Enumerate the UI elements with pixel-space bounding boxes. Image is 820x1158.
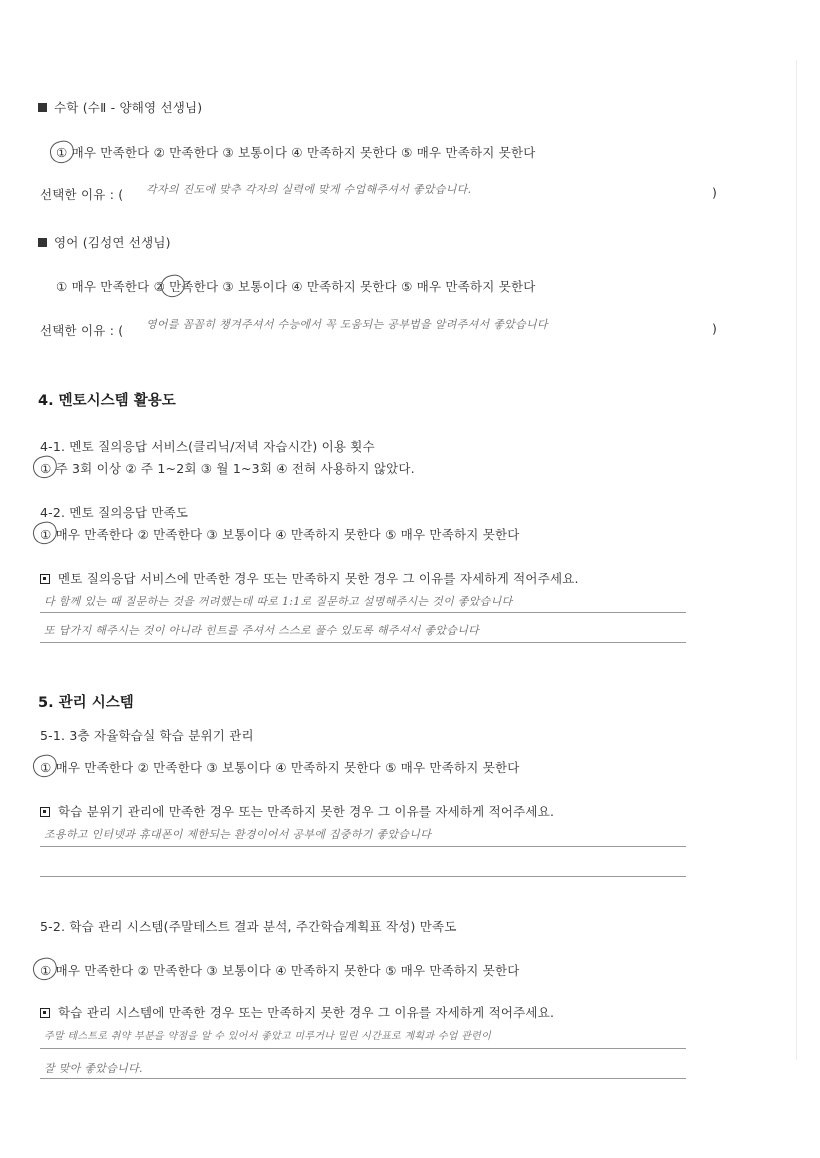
q5-1-prompt (40, 802, 554, 820)
answer-underline (40, 612, 686, 613)
checkbox-square-icon (40, 1008, 50, 1018)
english-reason-label: 선택한 이유 : ( (40, 323, 124, 338)
q4-2-answer-line-2: 또 답가지 해주시는 것이 아니라 힌트를 주셔서 스스로 풀수 있도록 해주셔서 좋았습니다 (44, 624, 480, 637)
q5-2-answer-line-2: 잘 맞아 좋았습니다. (44, 1062, 143, 1075)
q5-2-options: ① 매우 만족한다 ② 만족한다 ③ 보통이다 ④ 만족하지 못한다 ⑤ 매우 만족하지 못한다 (40, 963, 520, 978)
math-reason-close: ) (712, 185, 718, 200)
q5-2-title: 5-2. 학습 관리 시스템(주말테스트 결과 분석, 주간학습계획표 작성) 만족도 (40, 919, 457, 934)
square-bullet-icon (38, 238, 47, 247)
answer-underline (40, 642, 686, 643)
english-title-text: 영어 (김성연 선생님) (54, 235, 171, 250)
q4-2-title: 4-2. 멘토 질의응답 만족도 (40, 505, 189, 520)
q5-1-title: 5-1. 3층 자율학습실 학습 분위기 관리 (40, 728, 254, 743)
q4-2-prompt (40, 569, 579, 587)
math-section-title (38, 98, 202, 116)
answer-underline (40, 1078, 686, 1079)
english-reason-handwriting: 영어를 꼼꼼히 챙겨주셔서 수능에서 꼭 도움되는 공부법을 알려주셔서 좋았습니다 (146, 318, 548, 331)
q4-1-title: 4-1. 멘토 질의응답 서비스(클리닉/저녁 자습시간) 이용 횟수 (40, 439, 375, 454)
answer-underline (40, 1048, 686, 1049)
q5-2-prompt-text: 학습 관리 시스템에 만족한 경우 또는 만족하지 못한 경우 그 이유를 자세하게 적어주세요. (58, 1005, 555, 1020)
english-options: ① 매우 만족한다 ② 만족한다 ③ 보통이다 ④ 만족하지 못한다 ⑤ 매우 만족하지 못한다 (56, 279, 536, 294)
q5-2-prompt (40, 1003, 554, 1021)
math-reason-handwriting: 각자의 진도에 맞추 각자의 실력에 맞게 수업해주셔서 좋았습니다. (146, 183, 472, 196)
math-reason-label: 선택한 이유 : ( (40, 187, 124, 202)
q4-2-prompt-text: 멘토 질의응답 서비스에 만족한 경우 또는 만족하지 못한 경우 그 이유를 자세하게 적어주세요. (58, 571, 579, 586)
q5-2-answer-line-1: 주말 테스트로 취약 부분을 약점을 알 수 있어서 좋았고 미루거나 밀린 시간표로 계획과 수업 관련이 (44, 1031, 492, 1042)
answer-underline (40, 876, 686, 877)
answer-underline (40, 846, 686, 847)
q5-1-options: ① 매우 만족한다 ② 만족한다 ③ 보통이다 ④ 만족하지 못한다 ⑤ 매우 만족하지 못한다 (40, 760, 520, 775)
checkbox-square-icon (40, 807, 50, 817)
math-title-text: 수학 (수Ⅱ - 양해영 선생님) (54, 100, 203, 115)
q5-1-prompt-text: 학습 분위기 관리에 만족한 경우 또는 만족하지 못한 경우 그 이유를 자세하게 적어주세요. (58, 804, 555, 819)
q5-1-answer: 조용하고 인터넷과 휴대폰이 제한되는 환경이어서 공부에 집중하기 좋았습니다 (44, 828, 432, 841)
english-section-title (38, 233, 171, 251)
checkbox-square-icon (40, 574, 50, 584)
section-5-heading: 5. 관리 시스템 (38, 695, 134, 711)
english-reason-close: ) (712, 321, 718, 336)
section-4-heading: 4. 멘토시스템 활용도 (38, 393, 176, 409)
scan-edge (796, 60, 797, 1060)
q4-2-options: ① 매우 만족한다 ② 만족한다 ③ 보통이다 ④ 만족하지 못한다 ⑤ 매우 만족하지 못한다 (40, 527, 520, 542)
q4-1-options: ① 주 3회 이상 ② 주 1~2회 ③ 월 1~3회 ④ 전혀 사용하지 않았다. (40, 461, 415, 476)
square-bullet-icon (38, 103, 47, 112)
math-options: ① 매우 만족한다 ② 만족한다 ③ 보통이다 ④ 만족하지 못한다 ⑤ 매우 만족하지 못한다 (56, 145, 536, 160)
q4-2-answer-line-1: 다 함께 있는 때 질문하는 것을 꺼려했는데 따로 1:1로 질문하고 설명해주시는 것이 좋았습니다 (44, 595, 513, 608)
